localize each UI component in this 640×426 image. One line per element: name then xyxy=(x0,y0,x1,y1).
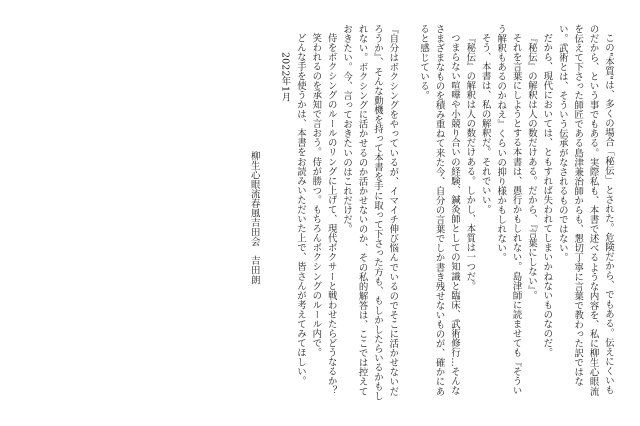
signature-spacer xyxy=(262,24,277,404)
vertical-text-body xyxy=(16,24,616,404)
author-signature: 柳生心眼流春風吉田会 吉田朗 xyxy=(248,150,260,285)
paragraph-5: そう、本書は、私の解釈だ。それでいい。 xyxy=(479,33,491,215)
paragraph-2: だから、現代においては、ともすれば失われてしまいかねないものなのだ。 xyxy=(541,33,553,358)
paragraph-3: 『秘伝』の解釈は人の数だけある。だから、『言葉にしない』。 xyxy=(525,33,537,301)
paragraph-6: 『秘伝』の解釈は人の数だけある。しかし、本質は一つだ。 xyxy=(464,33,476,291)
paragraph-11: どんな手を使うかは、本書をお読みいただいた上で、皆さんが考えてみてほしい。 xyxy=(294,33,306,387)
paragraph-4: それを言葉にしようとする本書は、愚行かもしれない。島津師に読ませても『そういう解釈もあるのかねえ』くらいの抑り様かもしれない。 xyxy=(495,24,522,396)
paragraph-9: 侍をボクシングのルールのリングに上げて、現代ボクサーと戦わせたらどうなるか？ xyxy=(325,33,337,396)
paragraph-8: 『自分はボクシングをやっているが、イマイチ伸び悩んでいるのでそこに活かせないだろうか』、そんな動機を持って本書を手に取って下さった方も、もしかしたらいるかもしれない。ボクシングに活かせるのか活かせないのか、その私的解答は、ここでは控えておきたい。今、言っておきたいのはこれだけだ。 xyxy=(341,24,399,401)
paragraph-1: この"本質"は、多くの場合「秘伝」とされた。危険だから、でもある。伝えにくいものだから、という事でもある。実際私も、本書で述べるような内容を、私に柳生心眼流を伝えて下さった師匠である島津兼治師からも、懇切丁寧に言葉で教わった訳ではない。武術とは、そういう伝承がなされるものではない。 xyxy=(556,24,614,397)
paragraph-7: つまらない喧嘩や小競り合いの経験、鍼灸師としての知識と臨床、武術修行…そんなさまざまなものを積み重ねて来た今、自分の言葉でしか書き残せないものが、確かにあると感じている。 xyxy=(418,24,460,397)
paragraph-10: 笑われるのを承知で言おう。侍が勝つ。もちろんボクシングのルール内で。 xyxy=(310,33,322,358)
date-line: 2022年1月 xyxy=(279,52,291,102)
paragraph-spacer xyxy=(400,24,415,404)
